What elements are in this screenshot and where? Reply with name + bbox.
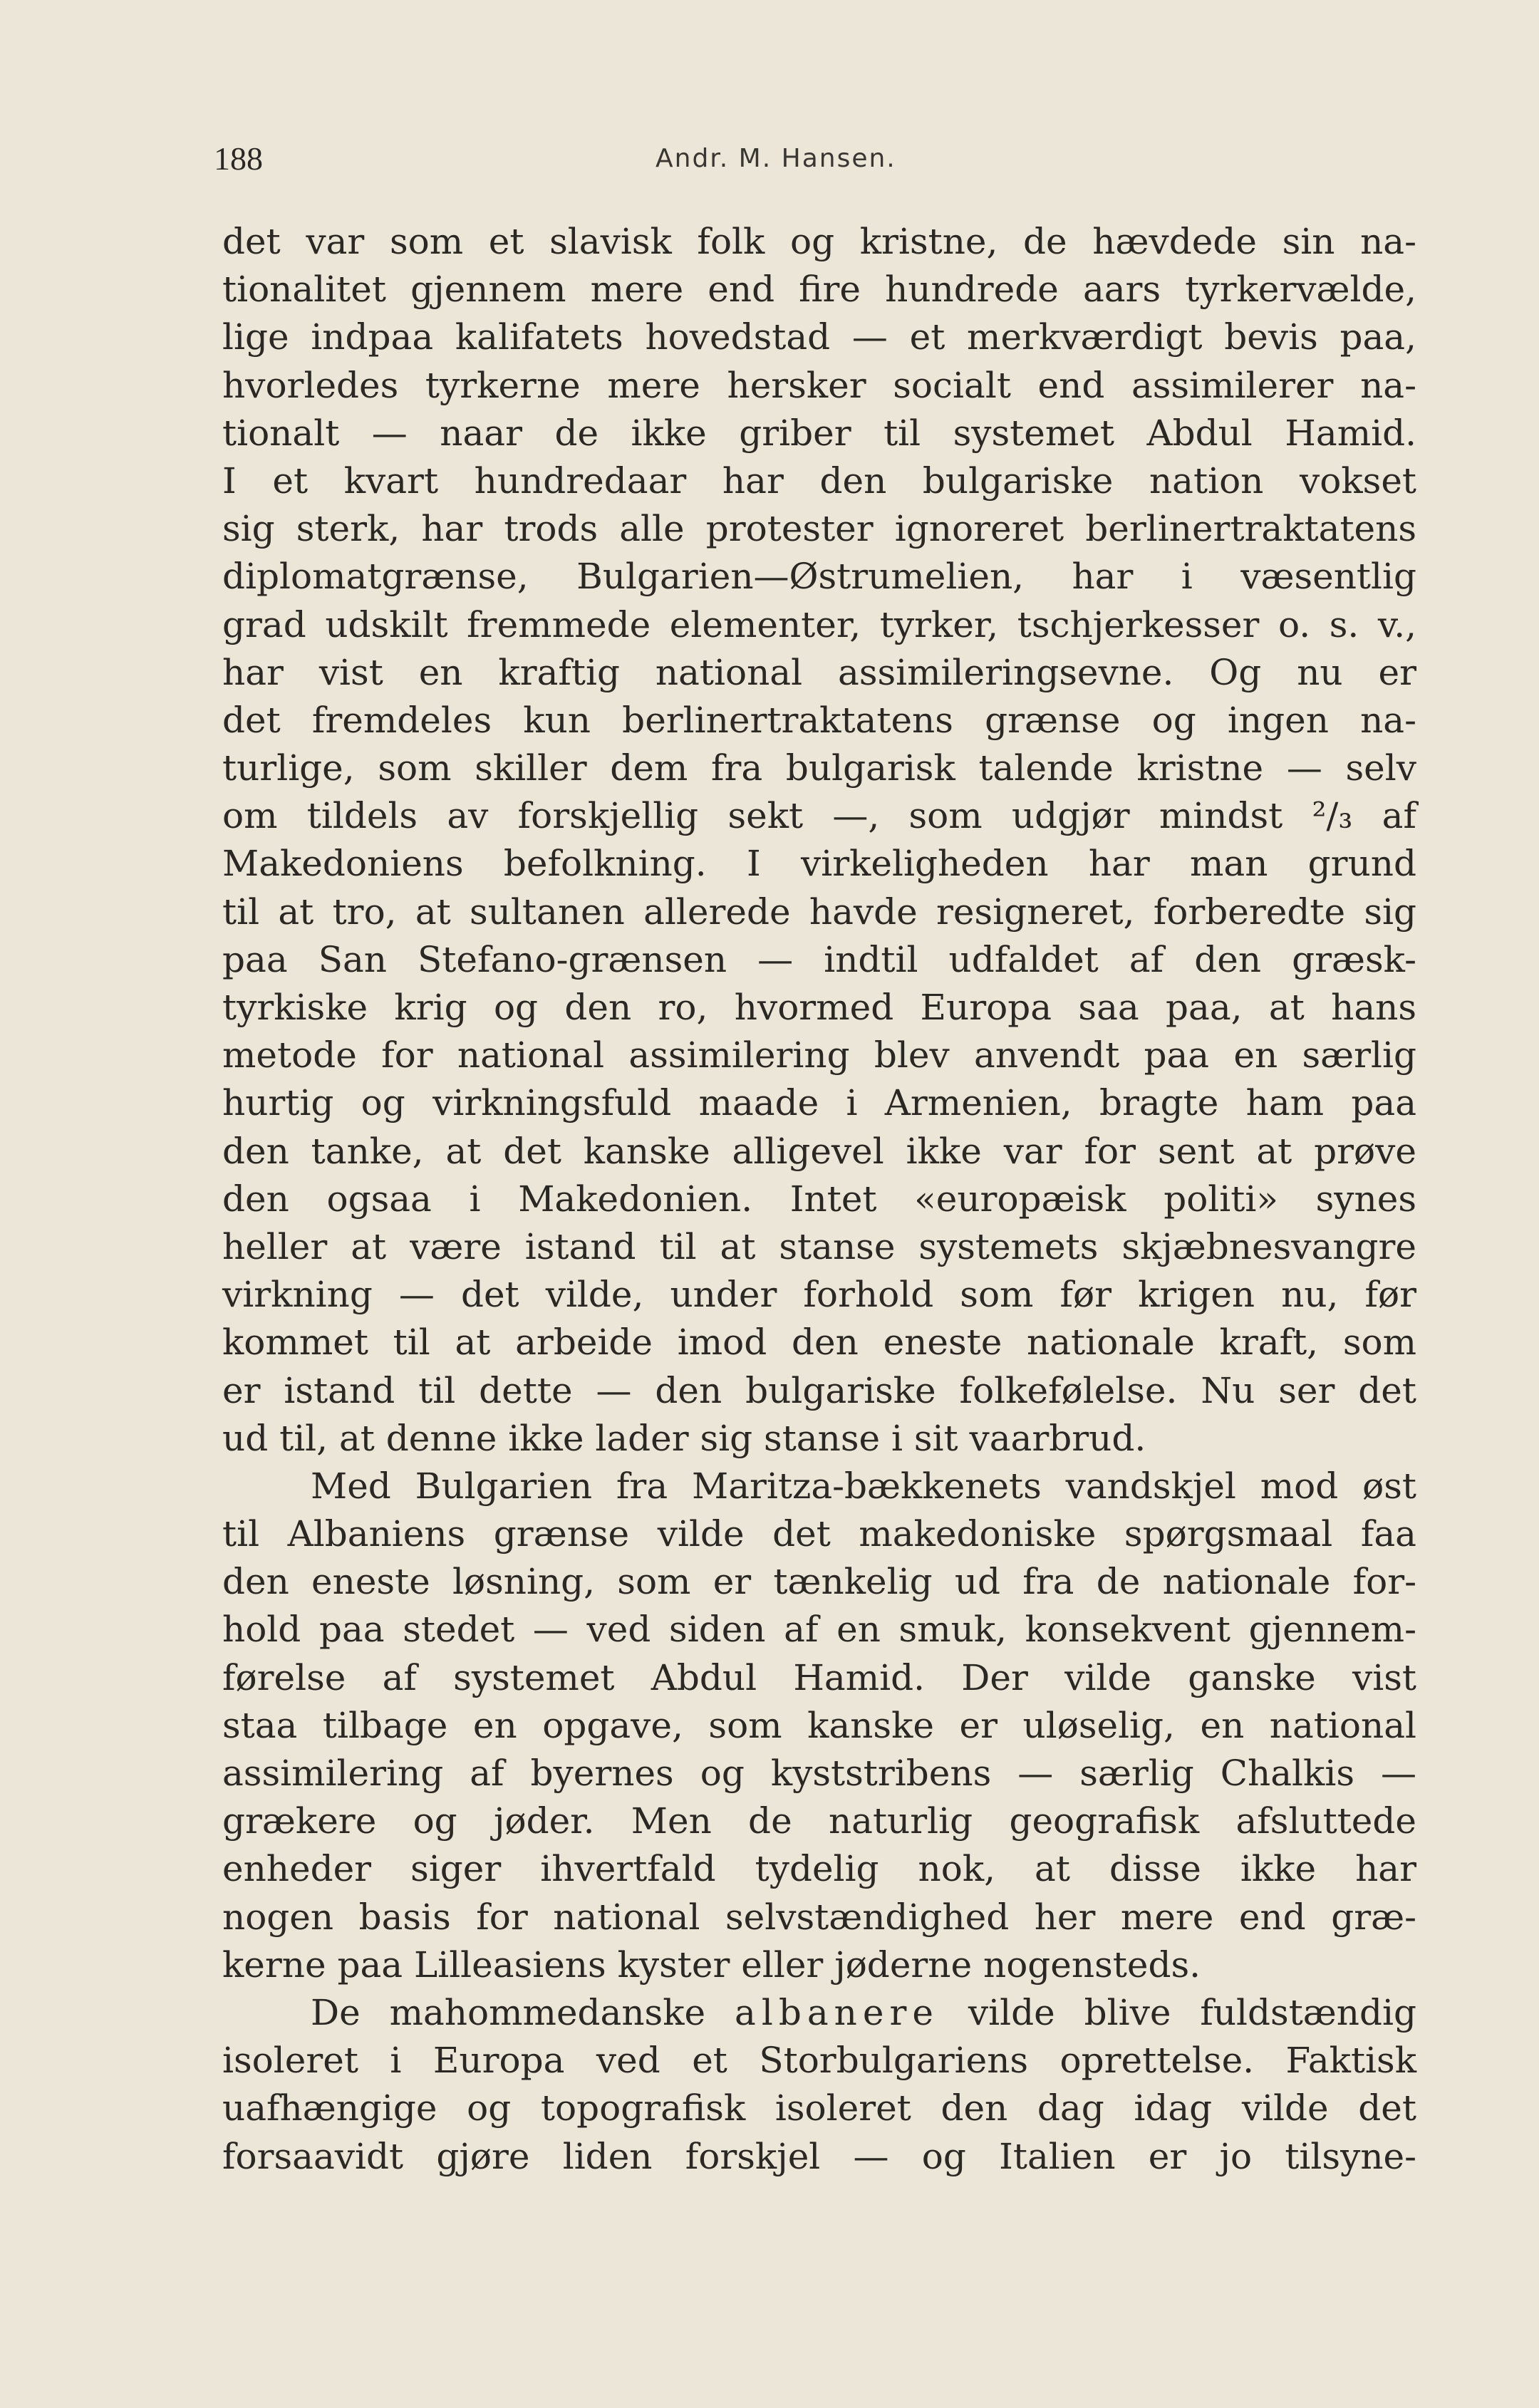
page-number: 188 xyxy=(214,140,263,177)
text-line: hurtig og virkningsfuld maade i Armenien, bragte ham paa xyxy=(222,1082,1416,1124)
text-line: heller at være istand til at stanse systemets skjæbnesvangre xyxy=(222,1225,1416,1267)
text-line: tionalt — naar de ikke griber til systemet Abdul Hamid. xyxy=(222,412,1416,454)
text-line: lige indpaa kalifatets hovedstad — et merkværdigt bevis paa, xyxy=(222,316,1416,358)
text-line: assimilering af byernes og kyststribens — særlig Chalkis — xyxy=(222,1753,1416,1794)
text-line: paa San Stefano-grænsen — indtil udfaldet af den græsk- xyxy=(222,938,1416,980)
text-line: grækere og jøder. Men de naturlig geografisk afsluttede xyxy=(222,1800,1416,1842)
text-line: ud til, at denne ikke lader sig stanse i sit vaarbrud. xyxy=(222,1417,1146,1459)
text-line: den tanke, at det kanske alligevel ikke var for sent at prøve xyxy=(222,1130,1416,1172)
text-line: tionalitet gjennem mere end fire hundrede aars tyrkervælde, xyxy=(222,269,1416,311)
text-line: enheder siger ihvertfald tydelig nok, at disse ikke har xyxy=(222,1848,1416,1890)
text-line: er istand til dette — den bulgariske folkefølelse. Nu ser det xyxy=(222,1369,1416,1411)
text-line: den eneste løsning, som er tænkelig ud fra de nationale for- xyxy=(222,1561,1416,1603)
text-line: uafhængige og topografisk isoleret den dag idag vilde det xyxy=(222,2087,1416,2129)
body-text xyxy=(222,218,1416,2181)
text-segment: De mahommedanske xyxy=(311,1991,706,2033)
text-line: kerne paa Lilleasiens kyster eller jøderne nogensteds. xyxy=(222,1943,1201,1986)
text-line: førelse af systemet Abdul Hamid. Der vilde ganske vist xyxy=(222,1656,1416,1698)
text-line: har vist en kraftig national assimileringsevne. Og nu er xyxy=(222,651,1416,693)
text-line: I et kvart hundredaar har den bulgariske nation vokset xyxy=(222,460,1416,502)
text-line: den ogsaa i Makedonien. Intet «europæisk politi» synes xyxy=(222,1178,1416,1220)
text-line: nogen basis for national selvstændighed her mere end græ- xyxy=(222,1896,1416,1938)
text-line: sig sterk, har trods alle protester ignoreret berlinertraktatens xyxy=(222,508,1416,550)
emphasis-albanere: albanere xyxy=(735,1991,939,2033)
text-line: virkning — det vilde, under forhold som før krigen nu, før xyxy=(222,1274,1416,1316)
text-line: Makedoniens befolkning. I virkeligheden har man grund xyxy=(222,843,1416,885)
text-line: diplomatgrænse, Bulgarien—Østrumelien, har i væsentlig xyxy=(222,556,1416,598)
text-line xyxy=(222,1989,1416,2037)
text-line: staa tilbage en opgave, som kanske er uløselig, en national xyxy=(222,1704,1416,1746)
text-line: isoleret i Europa ved et Storbulgariens oprettelse. Faktisk xyxy=(222,2040,1416,2082)
text-line: grad udskilt fremmede elementer, tyrker, tschjerkesser o. s. v., xyxy=(222,603,1416,645)
text-line: forsaavidt gjøre liden forskjel — og Italien er jo tilsyne- xyxy=(222,2135,1416,2177)
text-line: til at tro, at sultanen allerede havde resigneret, forberedte sig xyxy=(222,891,1416,933)
text-line: hvorledes tyrkerne mere hersker socialt end assimilerer na- xyxy=(222,364,1416,406)
text-line: tyrkiske krig og den ro, hvormed Europa saa paa, at hans xyxy=(222,987,1416,1028)
running-head: Andr. M. Hansen. xyxy=(656,144,896,173)
text-line: det var som et slavisk folk og kristne, de hævdede sin na- xyxy=(222,221,1416,262)
page-header xyxy=(214,140,1411,197)
text-line: om tildels av forskjellig sekt —, som udgjør mindst ²/₃ af xyxy=(222,795,1416,837)
text-line: kommet til at arbeide imod den eneste nationale kraft, som xyxy=(222,1322,1416,1364)
text-line: til Albaniens grænse vilde det makedoniske spørgsmaal faa xyxy=(222,1513,1416,1555)
text-line: Med Bulgarien fra Maritza-bækkenets vandskjel mod øst xyxy=(311,1465,1416,1507)
text-line: hold paa stedet — ved siden af en smuk, konsekvent gjennem- xyxy=(222,1609,1416,1651)
text-line: det fremdeles kun berlinertraktatens grænse og ingen na- xyxy=(222,699,1416,741)
text-segment: vilde blive fuldstændig xyxy=(968,1991,1416,2033)
text-line: metode for national assimilering blev anvendt paa en særlig xyxy=(222,1034,1416,1076)
text-line: turlige, som skiller dem fra bulgarisk talende kristne — selv xyxy=(222,747,1416,789)
